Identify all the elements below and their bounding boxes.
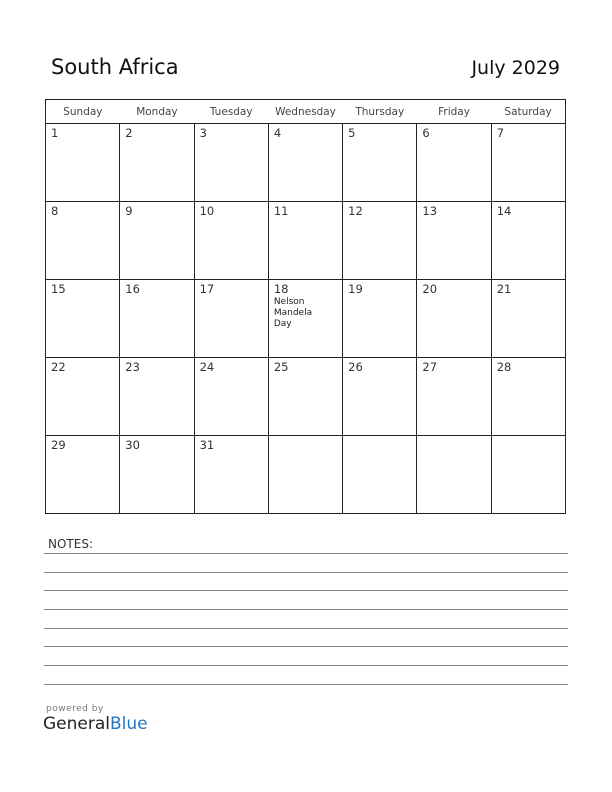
day-number: 19 [348,282,363,296]
calendar-day-cell [46,124,120,202]
calendar-day-cell [417,436,491,514]
calendar-day-cell [46,202,120,280]
day-number: 23 [125,360,140,374]
calendar-grid [45,99,566,514]
day-number: 30 [125,438,140,452]
note-line [44,665,568,666]
calendar-country-title: South Africa [51,55,179,79]
calendar-day-cell [120,358,194,436]
weekday-header: Monday [120,100,194,124]
weekday-header: Wednesday [268,100,342,124]
calendar-day-cell [491,202,565,280]
weekday-header: Friday [417,100,491,124]
calendar-week-row [46,280,566,358]
calendar-day-cell [343,280,417,358]
calendar-day-cell [417,124,491,202]
day-number: 29 [51,438,66,452]
weekday-header: Tuesday [194,100,268,124]
calendar-day-cell [46,280,120,358]
calendar-day-cell [417,358,491,436]
calendar-day-cell [194,124,268,202]
note-line [44,572,568,573]
day-number: 7 [496,126,505,140]
calendar-day-cell [268,124,342,202]
day-number: 22 [51,360,66,374]
day-number: 18 [273,282,289,296]
notes-label: NOTES: [48,537,93,551]
day-number: 9 [125,204,133,218]
note-line [44,609,568,610]
calendar-day-cell [46,358,120,436]
calendar-day-cell [120,202,194,280]
day-number: 11 [273,204,289,218]
day-number: 6 [422,126,430,140]
calendar-day-cell [194,202,268,280]
day-number: 17 [199,282,215,296]
calendar-week-row [46,202,566,280]
day-number: 31 [199,438,215,452]
brand-name-blue: Blue [110,714,148,734]
day-number: 26 [348,360,363,374]
calendar-day-cell [417,202,491,280]
calendar-day-cell [120,124,194,202]
calendar-week-row [46,358,566,436]
day-number: 4 [273,126,282,140]
calendar-day-cell [417,280,491,358]
day-number: 20 [422,282,438,296]
calendar-day-cell [120,436,194,514]
calendar-day-cell [194,280,268,358]
day-number: 24 [199,360,215,374]
note-line [44,590,568,591]
weekday-header-row [46,100,566,124]
day-number: 12 [348,204,363,218]
weekday-header: Saturday [491,100,565,124]
calendar-day-cell [120,280,194,358]
day-number: 14 [496,204,512,218]
calendar-day-cell [268,436,342,514]
day-number: 1 [51,126,59,140]
generalblue-logo [43,704,148,734]
weekday-header: Thursday [343,100,417,124]
calendar-day-cell [194,436,268,514]
day-number: 5 [348,126,356,140]
note-line [44,553,568,554]
calendar-day-cell [268,358,342,436]
calendar-day-cell [194,358,268,436]
note-line [44,646,568,647]
calendar-day-cell [343,202,417,280]
day-number: 10 [199,204,215,218]
calendar-week-row [46,124,566,202]
calendar-day-cell [491,358,565,436]
calendar-day-cell [491,280,565,358]
day-number: 15 [51,282,66,296]
brand-name-general: General [43,714,110,734]
day-number: 21 [496,282,512,296]
day-number: 28 [496,360,512,374]
calendar-day-cell [343,358,417,436]
day-number: 16 [125,282,140,296]
calendar-day-cell [268,280,342,358]
weekday-header: Sunday [46,100,120,124]
day-number: 3 [199,126,207,140]
holiday-label: Nelson Mandela Day [273,297,313,329]
calendar-month-title: July 2029 [471,57,560,79]
day-number: 8 [51,204,59,218]
note-line [44,684,568,685]
note-line [44,628,568,629]
day-number: 25 [273,360,289,374]
calendar-day-cell [343,436,417,514]
powered-by-text: powered by [46,704,104,714]
calendar-day-cell [491,124,565,202]
day-number: 2 [125,126,133,140]
day-number: 13 [422,204,438,218]
calendar-day-cell [343,124,417,202]
day-number: 27 [422,360,438,374]
calendar-week-row [46,436,566,514]
calendar-body [46,124,566,514]
calendar-day-cell [46,436,120,514]
brand-name [43,714,148,734]
calendar-day-cell [491,436,565,514]
calendar-day-cell [268,202,342,280]
